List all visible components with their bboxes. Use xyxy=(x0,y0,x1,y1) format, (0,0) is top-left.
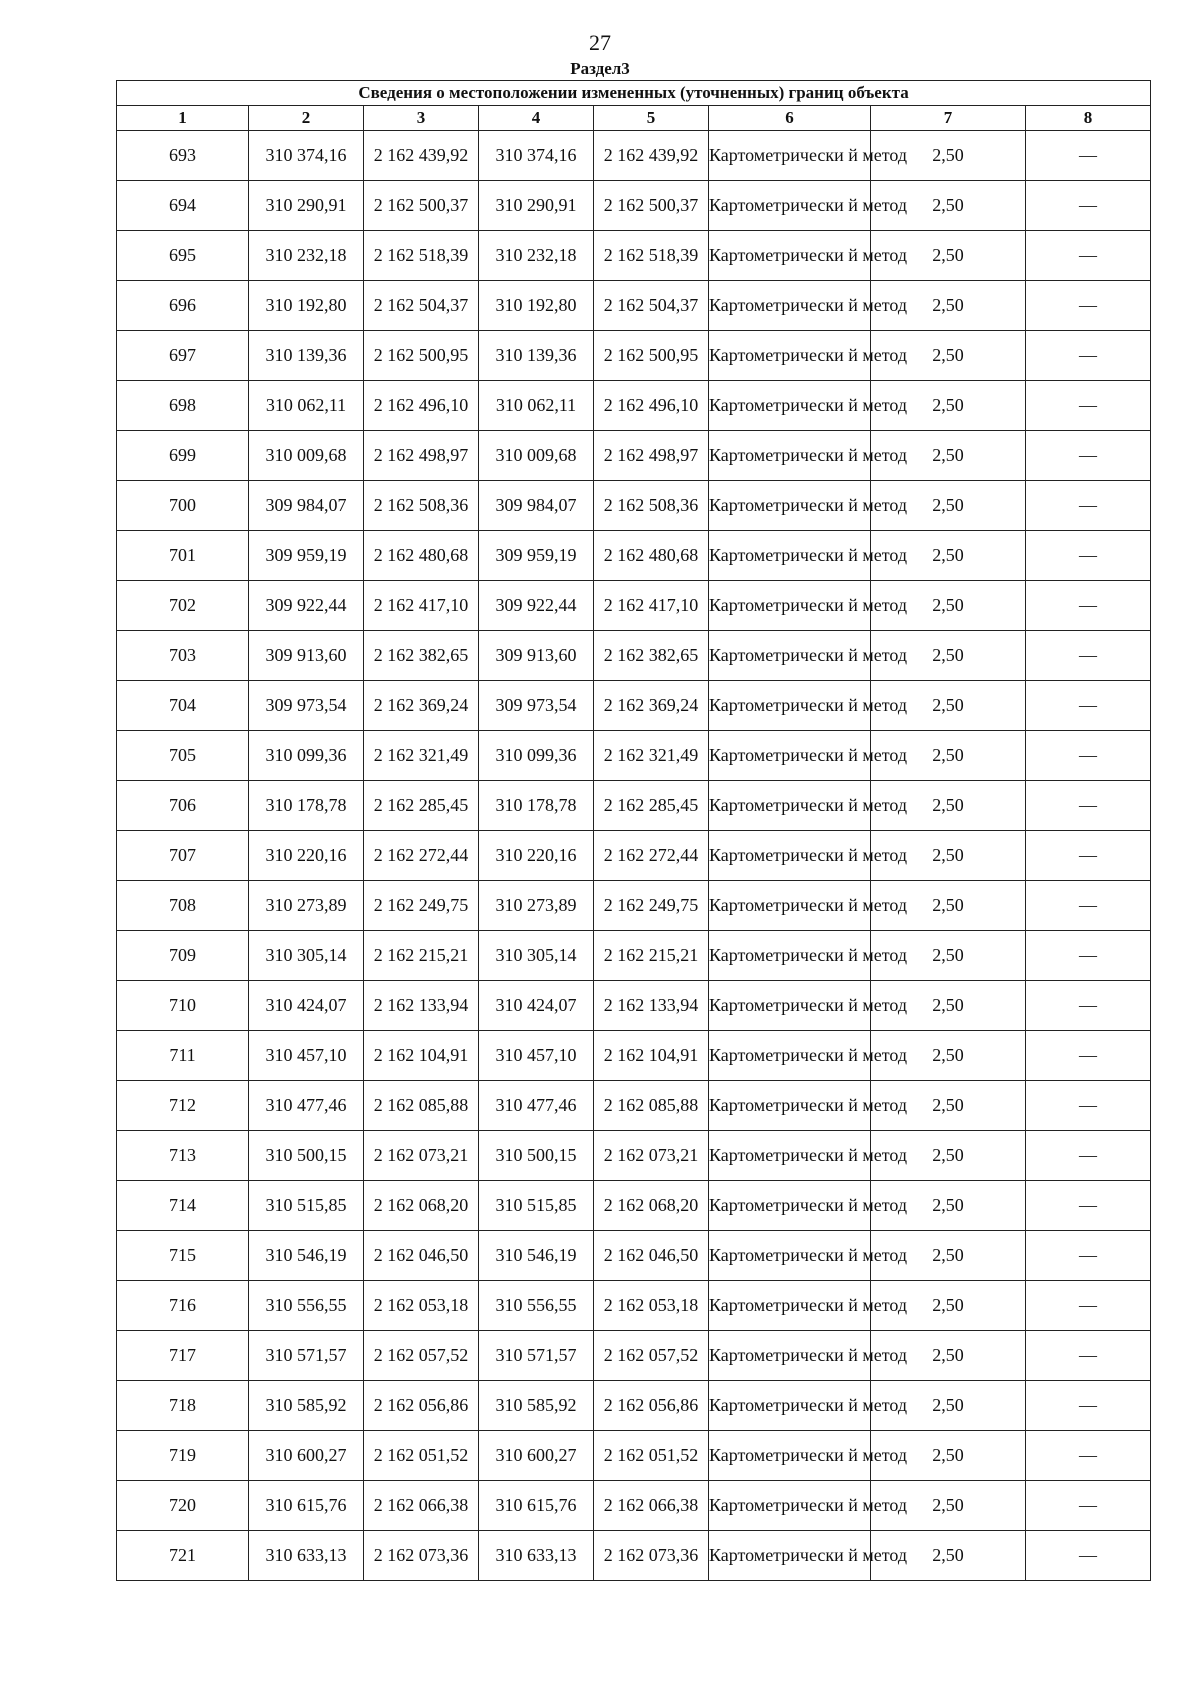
description-cell: — xyxy=(1026,1081,1151,1131)
description-cell: — xyxy=(1026,631,1151,681)
description-cell: — xyxy=(1026,1431,1151,1481)
method-cell: Картометрически й метод xyxy=(709,681,871,731)
description-cell: — xyxy=(1026,1231,1151,1281)
description-cell: — xyxy=(1026,281,1151,331)
y-old-cell: 2 162 439,92 xyxy=(364,131,479,181)
x-new-cell: 310 305,14 xyxy=(479,931,594,981)
y-new-cell: 2 162 085,88 xyxy=(594,1081,709,1131)
point-number-cell: 700 xyxy=(117,481,249,531)
y-old-cell: 2 162 068,20 xyxy=(364,1181,479,1231)
y-old-cell: 2 162 321,49 xyxy=(364,731,479,781)
method-cell: Картометрически й метод xyxy=(709,1181,871,1231)
method-cell: Картометрически й метод xyxy=(709,331,871,381)
x-old-cell: 310 571,57 xyxy=(249,1331,364,1381)
x-new-cell: 310 062,11 xyxy=(479,381,594,431)
method-cell: Картометрически й метод xyxy=(709,281,871,331)
y-new-cell: 2 162 321,49 xyxy=(594,731,709,781)
table-row xyxy=(117,731,1151,781)
y-old-cell: 2 162 500,95 xyxy=(364,331,479,381)
accuracy-cell: 2,50 xyxy=(871,331,1026,381)
section-title: Раздел3 xyxy=(570,59,630,78)
table-row xyxy=(117,1331,1151,1381)
description-cell: — xyxy=(1026,1381,1151,1431)
y-new-cell: 2 162 068,20 xyxy=(594,1181,709,1231)
accuracy-cell: 2,50 xyxy=(871,1481,1026,1531)
method-cell: Картометрически й метод xyxy=(709,131,871,181)
x-new-cell: 310 546,19 xyxy=(479,1231,594,1281)
point-number-cell: 704 xyxy=(117,681,249,731)
method-cell: Картометрически й метод xyxy=(709,1031,871,1081)
description-cell: — xyxy=(1026,181,1151,231)
y-old-cell: 2 162 249,75 xyxy=(364,881,479,931)
x-new-cell: 310 273,89 xyxy=(479,881,594,931)
y-new-cell: 2 162 369,24 xyxy=(594,681,709,731)
y-old-cell: 2 162 496,10 xyxy=(364,381,479,431)
point-number-cell: 715 xyxy=(117,1231,249,1281)
x-old-cell: 310 273,89 xyxy=(249,881,364,931)
x-old-cell: 310 615,76 xyxy=(249,1481,364,1531)
y-new-cell: 2 162 285,45 xyxy=(594,781,709,831)
method-cell: Картометрически й метод xyxy=(709,781,871,831)
point-number-cell: 714 xyxy=(117,1181,249,1231)
table-row xyxy=(117,881,1151,931)
table-row xyxy=(117,481,1151,531)
x-old-cell: 310 633,13 xyxy=(249,1531,364,1581)
y-old-cell: 2 162 073,21 xyxy=(364,1131,479,1181)
accuracy-cell: 2,50 xyxy=(871,631,1026,681)
y-old-cell: 2 162 272,44 xyxy=(364,831,479,881)
description-cell: — xyxy=(1026,931,1151,981)
table-row xyxy=(117,631,1151,681)
accuracy-cell: 2,50 xyxy=(871,831,1026,881)
method-cell: Картометрически й метод xyxy=(709,1431,871,1481)
table-row xyxy=(117,531,1151,581)
description-cell: — xyxy=(1026,531,1151,581)
table-row xyxy=(117,1081,1151,1131)
page-number: 27 xyxy=(589,30,611,55)
point-number-cell: 713 xyxy=(117,1131,249,1181)
point-number-cell: 721 xyxy=(117,1531,249,1581)
description-cell: — xyxy=(1026,1281,1151,1331)
method-cell: Картометрически й метод xyxy=(709,1331,871,1381)
x-new-cell: 310 220,16 xyxy=(479,831,594,881)
x-old-cell: 310 192,80 xyxy=(249,281,364,331)
point-number-cell: 693 xyxy=(117,131,249,181)
table-row xyxy=(117,1131,1151,1181)
method-cell: Картометрически й метод xyxy=(709,831,871,881)
point-number-cell: 719 xyxy=(117,1431,249,1481)
x-old-cell: 310 099,36 xyxy=(249,731,364,781)
x-old-cell: 310 305,14 xyxy=(249,931,364,981)
point-number-cell: 710 xyxy=(117,981,249,1031)
description-cell: — xyxy=(1026,1181,1151,1231)
x-new-cell: 310 424,07 xyxy=(479,981,594,1031)
x-new-cell: 309 984,07 xyxy=(479,481,594,531)
x-new-cell: 310 585,92 xyxy=(479,1381,594,1431)
column-number-row xyxy=(117,106,1151,131)
method-cell: Картометрически й метод xyxy=(709,1481,871,1531)
y-old-cell: 2 162 417,10 xyxy=(364,581,479,631)
point-number-cell: 694 xyxy=(117,181,249,231)
table-row xyxy=(117,181,1151,231)
column-number-8: 8 xyxy=(1026,106,1151,131)
accuracy-cell: 2,50 xyxy=(871,1181,1026,1231)
y-old-cell: 2 162 285,45 xyxy=(364,781,479,831)
accuracy-cell: 2,50 xyxy=(871,1231,1026,1281)
method-cell: Картометрически й метод xyxy=(709,1281,871,1331)
y-old-cell: 2 162 104,91 xyxy=(364,1031,479,1081)
y-new-cell: 2 162 051,52 xyxy=(594,1431,709,1481)
x-old-cell: 310 515,85 xyxy=(249,1181,364,1231)
x-old-cell: 310 500,15 xyxy=(249,1131,364,1181)
point-number-cell: 708 xyxy=(117,881,249,931)
description-cell: — xyxy=(1026,431,1151,481)
description-cell: — xyxy=(1026,581,1151,631)
accuracy-cell: 2,50 xyxy=(871,1431,1026,1481)
x-old-cell: 310 546,19 xyxy=(249,1231,364,1281)
description-cell: — xyxy=(1026,1131,1151,1181)
y-old-cell: 2 162 051,52 xyxy=(364,1431,479,1481)
x-new-cell: 310 290,91 xyxy=(479,181,594,231)
column-number-7: 7 xyxy=(871,106,1026,131)
column-number-4: 4 xyxy=(479,106,594,131)
x-new-cell: 310 374,16 xyxy=(479,131,594,181)
y-new-cell: 2 162 215,21 xyxy=(594,931,709,981)
x-old-cell: 310 457,10 xyxy=(249,1031,364,1081)
method-cell: Картометрически й метод xyxy=(709,1081,871,1131)
boundary-coordinates-table xyxy=(116,80,1151,1581)
x-old-cell: 310 062,11 xyxy=(249,381,364,431)
table-body xyxy=(117,131,1151,1581)
x-new-cell: 310 232,18 xyxy=(479,231,594,281)
accuracy-cell: 2,50 xyxy=(871,381,1026,431)
description-cell: — xyxy=(1026,1031,1151,1081)
accuracy-cell: 2,50 xyxy=(871,1131,1026,1181)
description-cell: — xyxy=(1026,881,1151,931)
y-new-cell: 2 162 053,18 xyxy=(594,1281,709,1331)
column-number-2: 2 xyxy=(249,106,364,131)
point-number-cell: 717 xyxy=(117,1331,249,1381)
table-row xyxy=(117,831,1151,881)
y-old-cell: 2 162 369,24 xyxy=(364,681,479,731)
x-new-cell: 309 913,60 xyxy=(479,631,594,681)
method-cell: Картометрически й метод xyxy=(709,731,871,781)
table-row xyxy=(117,1531,1151,1581)
x-new-cell: 310 178,78 xyxy=(479,781,594,831)
x-old-cell: 310 178,78 xyxy=(249,781,364,831)
accuracy-cell: 2,50 xyxy=(871,281,1026,331)
description-cell: — xyxy=(1026,1531,1151,1581)
accuracy-cell: 2,50 xyxy=(871,231,1026,281)
point-number-cell: 711 xyxy=(117,1031,249,1081)
accuracy-cell: 2,50 xyxy=(871,731,1026,781)
description-cell: — xyxy=(1026,381,1151,431)
accuracy-cell: 2,50 xyxy=(871,931,1026,981)
x-old-cell: 310 556,55 xyxy=(249,1281,364,1331)
x-old-cell: 310 220,16 xyxy=(249,831,364,881)
point-number-cell: 695 xyxy=(117,231,249,281)
x-new-cell: 310 571,57 xyxy=(479,1331,594,1381)
y-old-cell: 2 162 498,97 xyxy=(364,431,479,481)
method-cell: Картометрически й метод xyxy=(709,981,871,1031)
method-cell: Картометрически й метод xyxy=(709,431,871,481)
accuracy-cell: 2,50 xyxy=(871,1381,1026,1431)
point-number-cell: 698 xyxy=(117,381,249,431)
accuracy-cell: 2,50 xyxy=(871,1281,1026,1331)
accuracy-cell: 2,50 xyxy=(871,531,1026,581)
description-cell: — xyxy=(1026,731,1151,781)
method-cell: Картометрически й метод xyxy=(709,931,871,981)
description-cell: — xyxy=(1026,1331,1151,1381)
table-row xyxy=(117,1031,1151,1081)
accuracy-cell: 2,50 xyxy=(871,781,1026,831)
y-new-cell: 2 162 046,50 xyxy=(594,1231,709,1281)
y-new-cell: 2 162 104,91 xyxy=(594,1031,709,1081)
table-row xyxy=(117,331,1151,381)
accuracy-cell: 2,50 xyxy=(871,431,1026,481)
column-number-5: 5 xyxy=(594,106,709,131)
y-old-cell: 2 162 215,21 xyxy=(364,931,479,981)
x-old-cell: 310 232,18 xyxy=(249,231,364,281)
x-old-cell: 309 973,54 xyxy=(249,681,364,731)
y-new-cell: 2 162 417,10 xyxy=(594,581,709,631)
table-row xyxy=(117,581,1151,631)
table-row xyxy=(117,281,1151,331)
y-old-cell: 2 162 500,37 xyxy=(364,181,479,231)
accuracy-cell: 2,50 xyxy=(871,1031,1026,1081)
y-old-cell: 2 162 073,36 xyxy=(364,1531,479,1581)
point-number-cell: 716 xyxy=(117,1281,249,1331)
method-cell: Картометрически й метод xyxy=(709,581,871,631)
y-new-cell: 2 162 133,94 xyxy=(594,981,709,1031)
table-row xyxy=(117,231,1151,281)
y-old-cell: 2 162 056,86 xyxy=(364,1381,479,1431)
y-old-cell: 2 162 066,38 xyxy=(364,1481,479,1531)
description-cell: — xyxy=(1026,331,1151,381)
y-old-cell: 2 162 382,65 xyxy=(364,631,479,681)
method-cell: Картометрически й метод xyxy=(709,1531,871,1581)
x-new-cell: 309 973,54 xyxy=(479,681,594,731)
y-old-cell: 2 162 085,88 xyxy=(364,1081,479,1131)
description-cell: — xyxy=(1026,481,1151,531)
y-new-cell: 2 162 056,86 xyxy=(594,1381,709,1431)
y-old-cell: 2 162 053,18 xyxy=(364,1281,479,1331)
x-new-cell: 310 139,36 xyxy=(479,331,594,381)
y-new-cell: 2 162 496,10 xyxy=(594,381,709,431)
y-old-cell: 2 162 057,52 xyxy=(364,1331,479,1381)
accuracy-cell: 2,50 xyxy=(871,481,1026,531)
x-new-cell: 310 192,80 xyxy=(479,281,594,331)
accuracy-cell: 2,50 xyxy=(871,1081,1026,1131)
x-new-cell: 310 477,46 xyxy=(479,1081,594,1131)
x-new-cell: 310 457,10 xyxy=(479,1031,594,1081)
column-number-3: 3 xyxy=(364,106,479,131)
y-old-cell: 2 162 504,37 xyxy=(364,281,479,331)
x-new-cell: 309 922,44 xyxy=(479,581,594,631)
table-row xyxy=(117,381,1151,431)
table-row xyxy=(117,681,1151,731)
method-cell: Картометрически й метод xyxy=(709,531,871,581)
x-new-cell: 310 556,55 xyxy=(479,1281,594,1331)
y-new-cell: 2 162 498,97 xyxy=(594,431,709,481)
x-old-cell: 309 913,60 xyxy=(249,631,364,681)
x-old-cell: 309 984,07 xyxy=(249,481,364,531)
accuracy-cell: 2,50 xyxy=(871,981,1026,1031)
y-new-cell: 2 162 504,37 xyxy=(594,281,709,331)
description-cell: — xyxy=(1026,681,1151,731)
y-old-cell: 2 162 508,36 xyxy=(364,481,479,531)
point-number-cell: 703 xyxy=(117,631,249,681)
y-new-cell: 2 162 518,39 xyxy=(594,231,709,281)
y-new-cell: 2 162 500,37 xyxy=(594,181,709,231)
x-old-cell: 310 585,92 xyxy=(249,1381,364,1431)
column-number-1: 1 xyxy=(117,106,249,131)
accuracy-cell: 2,50 xyxy=(871,181,1026,231)
y-new-cell: 2 162 272,44 xyxy=(594,831,709,881)
y-old-cell: 2 162 133,94 xyxy=(364,981,479,1031)
table-row xyxy=(117,981,1151,1031)
y-new-cell: 2 162 439,92 xyxy=(594,131,709,181)
y-new-cell: 2 162 249,75 xyxy=(594,881,709,931)
y-new-cell: 2 162 500,95 xyxy=(594,331,709,381)
x-old-cell: 310 009,68 xyxy=(249,431,364,481)
description-cell: — xyxy=(1026,1481,1151,1531)
table-row xyxy=(117,1381,1151,1431)
method-cell: Картометрически й метод xyxy=(709,1131,871,1181)
table-row xyxy=(117,931,1151,981)
method-cell: Картометрически й метод xyxy=(709,181,871,231)
method-cell: Картометрически й метод xyxy=(709,381,871,431)
point-number-cell: 697 xyxy=(117,331,249,381)
description-cell: — xyxy=(1026,231,1151,281)
x-new-cell: 309 959,19 xyxy=(479,531,594,581)
y-new-cell: 2 162 508,36 xyxy=(594,481,709,531)
method-cell: Картометрически й метод xyxy=(709,1231,871,1281)
accuracy-cell: 2,50 xyxy=(871,681,1026,731)
point-number-cell: 709 xyxy=(117,931,249,981)
table-caption: Сведения о местоположении измененных (уточненных) границ объекта xyxy=(117,81,1151,106)
x-old-cell: 309 922,44 xyxy=(249,581,364,631)
accuracy-cell: 2,50 xyxy=(871,1531,1026,1581)
point-number-cell: 718 xyxy=(117,1381,249,1431)
y-old-cell: 2 162 046,50 xyxy=(364,1231,479,1281)
x-new-cell: 310 633,13 xyxy=(479,1531,594,1581)
y-new-cell: 2 162 480,68 xyxy=(594,531,709,581)
x-new-cell: 310 515,85 xyxy=(479,1181,594,1231)
point-number-cell: 706 xyxy=(117,781,249,831)
x-old-cell: 310 600,27 xyxy=(249,1431,364,1481)
table-row xyxy=(117,1481,1151,1531)
x-new-cell: 310 615,76 xyxy=(479,1481,594,1531)
x-new-cell: 310 500,15 xyxy=(479,1131,594,1181)
x-old-cell: 310 374,16 xyxy=(249,131,364,181)
y-old-cell: 2 162 480,68 xyxy=(364,531,479,581)
accuracy-cell: 2,50 xyxy=(871,131,1026,181)
x-old-cell: 309 959,19 xyxy=(249,531,364,581)
point-number-cell: 702 xyxy=(117,581,249,631)
point-number-cell: 701 xyxy=(117,531,249,581)
y-new-cell: 2 162 382,65 xyxy=(594,631,709,681)
description-cell: — xyxy=(1026,131,1151,181)
point-number-cell: 699 xyxy=(117,431,249,481)
table-row xyxy=(117,431,1151,481)
x-new-cell: 310 099,36 xyxy=(479,731,594,781)
description-cell: — xyxy=(1026,831,1151,881)
table-row xyxy=(117,1231,1151,1281)
table-row xyxy=(117,1431,1151,1481)
point-number-cell: 707 xyxy=(117,831,249,881)
x-old-cell: 310 477,46 xyxy=(249,1081,364,1131)
x-old-cell: 310 139,36 xyxy=(249,331,364,381)
x-new-cell: 310 600,27 xyxy=(479,1431,594,1481)
method-cell: Картометрически й метод xyxy=(709,881,871,931)
accuracy-cell: 2,50 xyxy=(871,581,1026,631)
x-old-cell: 310 290,91 xyxy=(249,181,364,231)
method-cell: Картометрически й метод xyxy=(709,231,871,281)
method-cell: Картометрически й метод xyxy=(709,631,871,681)
x-new-cell: 310 009,68 xyxy=(479,431,594,481)
method-cell: Картометрически й метод xyxy=(709,1381,871,1431)
table-row xyxy=(117,131,1151,181)
point-number-cell: 720 xyxy=(117,1481,249,1531)
x-old-cell: 310 424,07 xyxy=(249,981,364,1031)
accuracy-cell: 2,50 xyxy=(871,1331,1026,1381)
table-row xyxy=(117,1181,1151,1231)
description-cell: — xyxy=(1026,981,1151,1031)
y-old-cell: 2 162 518,39 xyxy=(364,231,479,281)
method-cell: Картометрически й метод xyxy=(709,481,871,531)
table-row xyxy=(117,1281,1151,1331)
y-new-cell: 2 162 073,36 xyxy=(594,1531,709,1581)
y-new-cell: 2 162 073,21 xyxy=(594,1131,709,1181)
description-cell: — xyxy=(1026,781,1151,831)
y-new-cell: 2 162 066,38 xyxy=(594,1481,709,1531)
point-number-cell: 696 xyxy=(117,281,249,331)
y-new-cell: 2 162 057,52 xyxy=(594,1331,709,1381)
point-number-cell: 705 xyxy=(117,731,249,781)
point-number-cell: 712 xyxy=(117,1081,249,1131)
column-number-6: 6 xyxy=(709,106,871,131)
accuracy-cell: 2,50 xyxy=(871,881,1026,931)
table-row xyxy=(117,781,1151,831)
